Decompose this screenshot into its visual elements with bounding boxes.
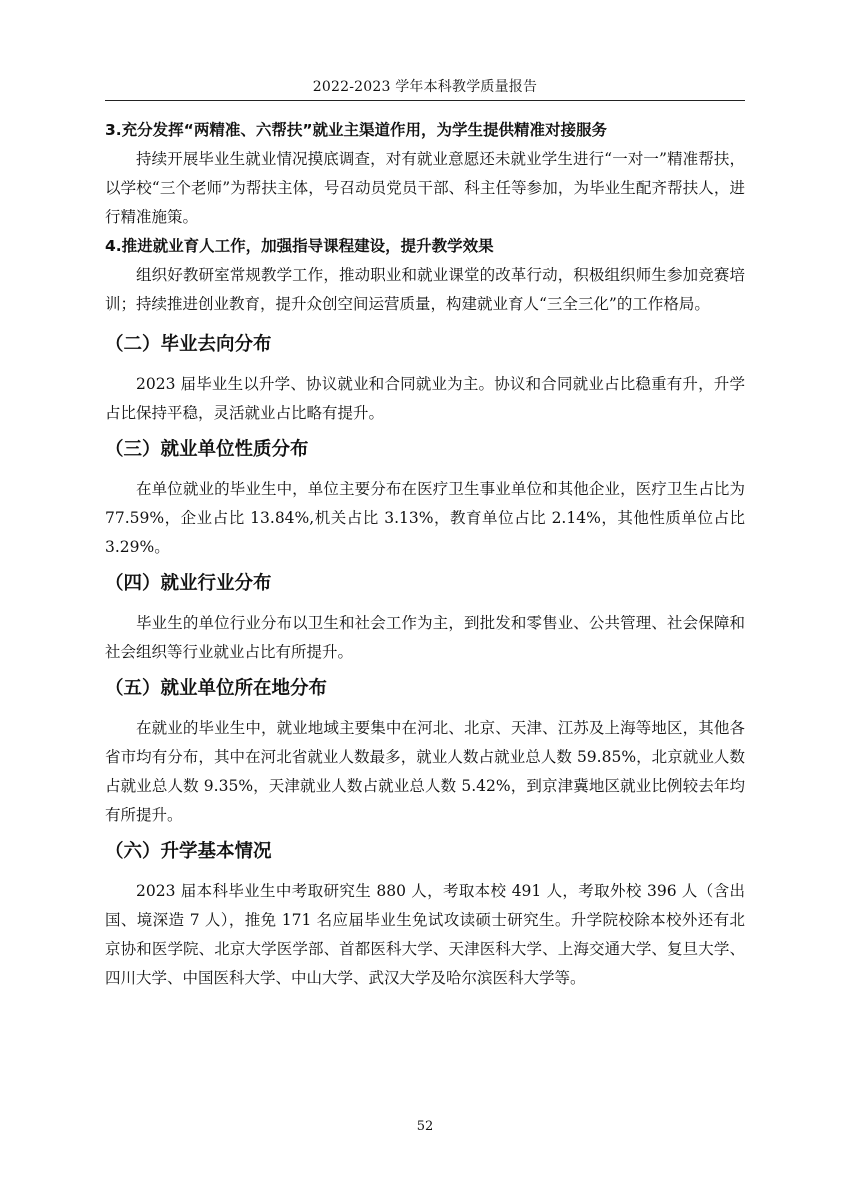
section-heading-industry: （四）就业行业分布 <box>105 573 272 594</box>
paragraph-industry: 毕业生的单位行业分布以卫生和社会工作为主，到批发和零售业、公共管理、社会保障和社会组织等行业就业占比有所提升。 <box>105 614 745 661</box>
paragraph-further-study: 2023 届本科毕业生中考取研究生 880 人，考取本校 491 人，考取外校 396 人（含出国、境深造 7 人），推免 171 名应届毕业生免试攻读硕士研究生。升学院校除本校外还有北京协和医学院、北京大学医学部、首都医科大学、天津医科大学、上海交通大学、复旦大学、四川大学、中国医科大学、中山大学、武汉大学及哈尔滨医科大学等。 <box>105 882 745 987</box>
paragraph-location: 在就业的毕业生中，就业地域主要集中在河北、北京、天津、江苏及上海等地区，其他各省市均有分布，其中在河北省就业人数最多，就业人数占就业总人数 59.85%，北京就业人数占就业总人数 9.35%，天津就业人数占就业总人数 5.42%，到京津冀地区就业比例较去年均有所提升。 <box>105 719 745 824</box>
section-heading-destination: （二）毕业去向分布 <box>105 334 272 355</box>
running-header: 2022-2023 学年本科教学质量报告 <box>312 79 538 95</box>
paragraph-item-3: 持续开展毕业生就业情况摸底调查，对有就业意愿还未就业学生进行“一对一”精准帮扶，以学校“三个老师”为帮扶主体，号召动员党员干部、科主任等参加，为毕业生配齐帮扶人，进行精准施策。 <box>105 150 745 226</box>
paragraph-item-4: 组织好教研室常规教学工作，推动职业和就业课堂的改革行动，积极组织师生参加竞赛培训；持续推进创业教育，提升众创空间运营质量，构建就业育人“三全三化”的工作格局。 <box>105 266 745 313</box>
header-divider <box>105 100 745 101</box>
page-body <box>105 116 745 993</box>
subheading-item-3: 3.充分发挥“两精准、六帮扶”就业主渠道作用，为学生提供精准对接服务 <box>105 121 608 139</box>
paragraph-destination: 2023 届毕业生以升学、协议就业和合同就业为主。协议和合同就业占比稳重有升，升学占比保持平稳，灵活就业占比略有提升。 <box>105 375 745 422</box>
section-heading-location: （五）就业单位所在地分布 <box>105 678 328 699</box>
page-number: 52 <box>416 1119 434 1134</box>
paragraph-unit-nature: 在单位就业的毕业生中，单位主要分布在医疗卫生事业单位和其他企业，医疗卫生占比为 77.59%，企业占比 13.84%,机关占比 3.13%，教育单位占比 2.14%，其他性质单位占比 3.29%。 <box>105 480 745 556</box>
subheading-item-4: 4.推进就业育人工作，加强指导课程建设，提升教学效果 <box>105 237 494 255</box>
section-heading-further-study: （六）升学基本情况 <box>105 841 272 862</box>
section-heading-unit-nature: （三）就业单位性质分布 <box>105 439 309 460</box>
